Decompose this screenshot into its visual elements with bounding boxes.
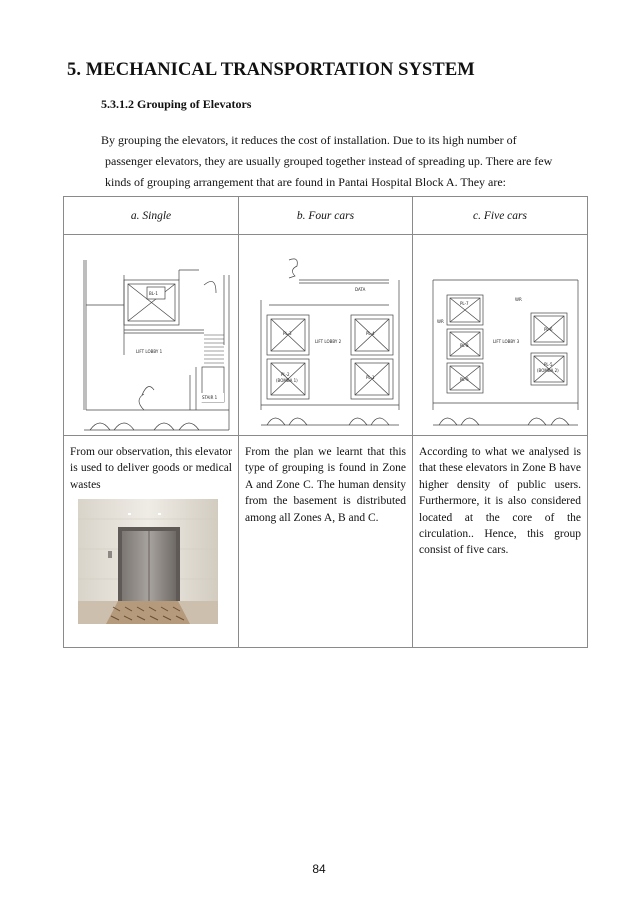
plan-label-lift-lobby-3: LIFT LOBBY 3 — [493, 339, 520, 344]
plan-five-cars-cell — [413, 235, 588, 436]
floor-plan-five-cars — [413, 235, 588, 435]
floor-plan-four-cars — [239, 235, 413, 435]
plan-label-bl1: BL-1 — [149, 291, 158, 296]
plan-label-pl3: PL-3 — [283, 331, 292, 336]
plan-label-bomba-1: (BOMBA 1) — [276, 378, 298, 383]
plan-label-wr-left: WR — [437, 319, 444, 324]
desc-five-cars-cell — [413, 436, 588, 648]
plan-label-stair-1: STAIR 1 — [202, 395, 218, 400]
page-number: 84 — [312, 862, 326, 876]
desc-four-cars-text: From the plan we learnt that this type of grouping is found in Zone A and Zone C. The human density from the basement is distributed among all Zones A, B and C. — [245, 446, 406, 524]
intro-paragraph — [101, 130, 591, 193]
table-plan-row — [64, 235, 588, 436]
plan-label-bomba-2: (BOMBA 2) — [537, 368, 559, 373]
table-header-row — [64, 197, 588, 235]
elevator-grouping-table — [63, 196, 588, 648]
desc-four-cars-cell — [239, 436, 413, 648]
plan-four-cars-cell — [239, 235, 413, 436]
header-four-cars: b. Four cars — [239, 197, 413, 235]
service-elevator-photo — [78, 499, 218, 624]
section-heading: 5. MECHANICAL TRANSPORTATION SYSTEM — [67, 60, 475, 80]
header-five-cars: c. Five cars — [413, 197, 588, 235]
table-description-row — [64, 436, 588, 648]
floor-plan-single — [64, 235, 239, 435]
plan-label-pl7: PL-7 — [460, 301, 469, 306]
plan-label-pl2: PL-2 — [281, 372, 290, 377]
plan-label-lift-lobby-1: LIFT LOBBY 1 — [136, 349, 163, 354]
plan-label-lift-lobby-2: LIFT LOBBY 2 — [315, 339, 342, 344]
paragraph-line: By grouping the elevators, it reduces the cost of installation. Due to its high number of — [101, 133, 517, 147]
header-single: a. Single — [64, 197, 239, 235]
desc-single-text: From our observation, this elevator is used to deliver goods or medical wastes — [70, 446, 232, 491]
plan-label-data: DATA — [355, 287, 366, 292]
plan-single-cell — [64, 235, 239, 436]
paragraph-line: kinds of grouping arrangement that are found in Pantai Hospital Block A. They are: — [105, 175, 507, 189]
desc-single-cell — [64, 436, 239, 648]
plan-label-pl9: PL-9 — [460, 377, 469, 382]
desc-five-cars-text: According to what we analysed is that these elevators in Zone B have higher density of public users. Furthermore, it is also considered located at the core of the circulation.. Hence, this group consist of five cars. — [419, 446, 581, 557]
plan-label-pl8: PL-8 — [460, 343, 469, 348]
plan-label-pl6: PL-6 — [544, 327, 553, 332]
plan-label-pl4: PL-4 — [366, 331, 375, 336]
subsection-heading: 5.3.1.2 Grouping of Elevators — [101, 97, 252, 111]
plan-label-wr-top: WR — [515, 297, 522, 302]
plan-label-pl1: PL-1 — [366, 375, 375, 380]
paragraph-line: passenger elevators, they are usually grouped together instead of spreading up. There are few — [105, 154, 553, 168]
plan-label-pl5: PL-5 — [544, 362, 553, 367]
